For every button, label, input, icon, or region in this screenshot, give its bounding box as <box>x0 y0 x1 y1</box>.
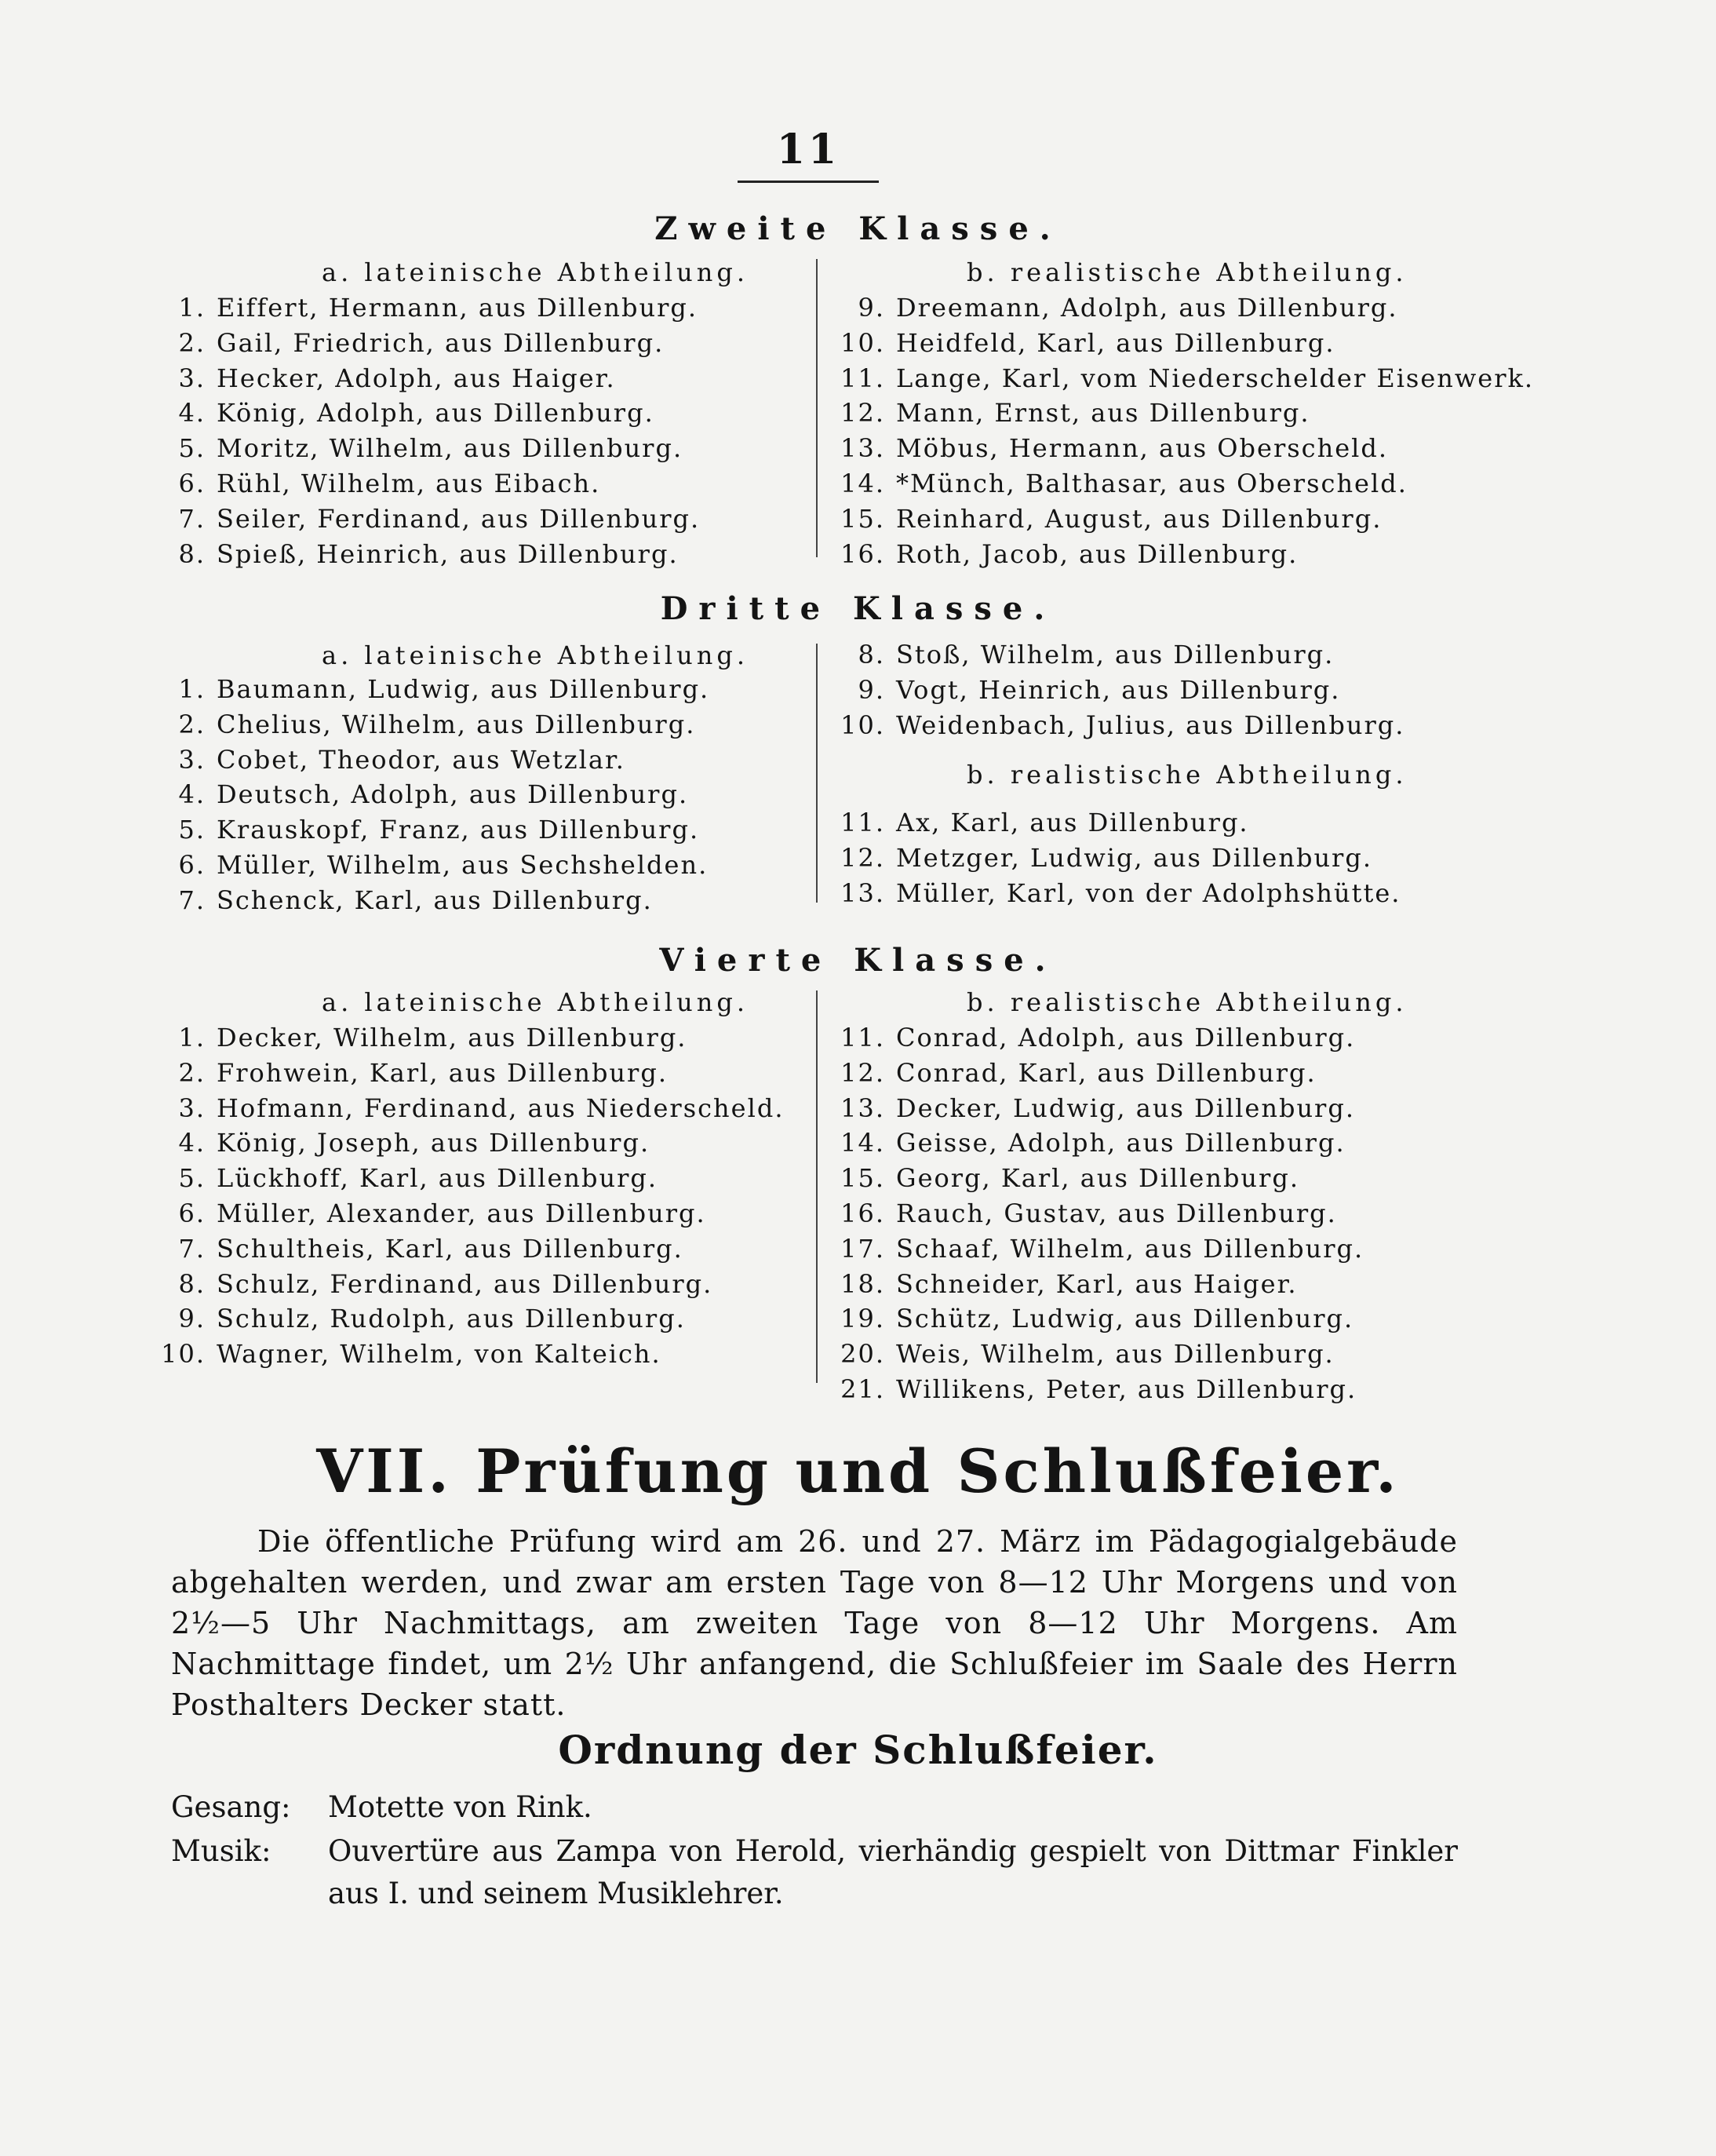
entry-number: 4. <box>178 398 206 429</box>
program-heading: Ordnung der Schlußfeier. <box>558 1727 1158 1773</box>
student-entry <box>157 1091 784 1126</box>
entry-name: Schenck, Karl, aus Dillenburg. <box>217 885 653 915</box>
student-list-dritte-lateinisch-cont <box>840 637 1404 742</box>
page-number: 11 <box>776 126 840 173</box>
entry-number: 10. <box>840 710 885 740</box>
entry-number: 8. <box>858 640 885 669</box>
entry-number: 21. <box>840 1373 885 1404</box>
entry-name: Mann, Ernst, aus Dillenburg. <box>896 398 1310 429</box>
entry-name: Cobet, Theodor, aus Wetzlar. <box>217 744 625 775</box>
entry-name: Weidenbach, Julius, aus Dillenburg. <box>896 710 1405 740</box>
student-entry <box>840 1161 1364 1196</box>
entry-name: Rauch, Gustav, aus Dillenburg. <box>896 1198 1337 1228</box>
entry-name: Spieß, Heinrich, aus Dillenburg. <box>217 538 679 569</box>
entry-name: Reinhard, August, aus Dillenburg. <box>896 503 1383 534</box>
entry-name: Geisse, Adolph, aus Dillenburg. <box>896 1128 1346 1158</box>
student-entry <box>840 1125 1364 1161</box>
entry-number: 8. <box>178 1268 206 1299</box>
column-separator <box>816 259 818 557</box>
entry-number: 15. <box>840 503 885 534</box>
student-list-zweite-lateinisch <box>157 290 700 571</box>
entry-number: 9. <box>178 1304 206 1334</box>
entry-name: Möbus, Hermann, aus Oberscheld. <box>896 433 1389 464</box>
entry-number: 2. <box>178 327 206 358</box>
header-rule <box>738 181 879 183</box>
entry-name: Conrad, Adolph, aus Dillenburg. <box>896 1023 1356 1052</box>
entry-number: 12. <box>840 398 885 429</box>
student-list-zweite-realistisch <box>840 290 1534 571</box>
student-entry <box>157 1231 784 1267</box>
entry-number: 13. <box>840 877 885 908</box>
entry-name: Krauskopf, Franz, aus Dillenburg. <box>217 815 700 845</box>
entry-name: Metzger, Ludwig, aus Dillenburg. <box>896 842 1372 873</box>
entry-number: 18. <box>840 1268 885 1299</box>
entry-name: Hecker, Adolph, aus Haiger. <box>217 363 616 393</box>
entry-name: Dreemann, Adolph, aus Dillenburg. <box>896 293 1398 323</box>
student-entry <box>840 361 1534 396</box>
student-entry <box>157 290 700 326</box>
entry-number: 14. <box>840 468 885 498</box>
program-label: Musik: <box>171 1834 271 1868</box>
entry-name: Schulz, Rudolph, aus Dillenburg. <box>217 1304 686 1334</box>
entry-number: 16. <box>840 1198 885 1228</box>
student-entry <box>840 1372 1364 1407</box>
entry-name: König, Adolph, aus Dillenburg. <box>217 398 654 429</box>
student-entry <box>840 1196 1364 1231</box>
entry-number: 20. <box>840 1339 885 1370</box>
student-entry <box>840 1301 1364 1337</box>
entry-name: Lückhoff, Karl, aus Dillenburg. <box>217 1163 658 1194</box>
entry-name: Heidfeld, Karl, aus Dillenburg. <box>896 327 1335 358</box>
section-title-zweite-klasse: Zweite Klasse. <box>654 210 1062 247</box>
entry-number: 3. <box>178 363 206 393</box>
exam-paragraph: Die öffentliche Prüfung wird am 26. und 27. März im Pädagogialgebäude abgehalten werden, und zwar am ersten Tage von 8—12 Uhr Morgens und von 2½—5 Uhr Nachmittags, am zweiten Tage von 8—12 Uhr Morgens. Am Nachmittage findet, um 2½ Uhr anfangend, die Schlußfeier im Saale des Herrn Posthalters Decker statt. <box>171 1524 1458 1722</box>
student-entry <box>157 707 709 742</box>
student-entry <box>840 708 1404 743</box>
column-separator <box>816 644 818 903</box>
entry-number: 7. <box>178 885 206 915</box>
entry-name: König, Joseph, aus Dillenburg. <box>217 1128 650 1158</box>
entry-number: 3. <box>178 744 206 775</box>
entry-number: 4. <box>178 779 206 810</box>
entry-name: Ax, Karl, aus Dillenburg. <box>896 808 1249 837</box>
student-entry <box>840 841 1401 876</box>
student-entry <box>840 431 1534 466</box>
student-entry <box>840 1020 1364 1056</box>
student-entry <box>840 876 1401 911</box>
student-entry <box>157 883 709 918</box>
student-entry <box>157 361 700 396</box>
student-entry <box>840 1337 1364 1372</box>
entry-name: Müller, Alexander, aus Dillenburg. <box>217 1198 706 1228</box>
entry-name: Schultheis, Karl, aus Dillenburg. <box>217 1233 683 1264</box>
entry-name: Müller, Wilhelm, aus Sechshelden. <box>217 849 709 880</box>
student-entry <box>840 290 1534 326</box>
entry-number: 16. <box>840 538 885 569</box>
student-entry <box>157 777 709 812</box>
entry-number: 12. <box>840 1057 885 1088</box>
entry-name: Schaaf, Wilhelm, aus Dillenburg. <box>896 1233 1364 1264</box>
student-entry <box>157 431 700 466</box>
student-entry <box>157 1267 784 1302</box>
column-head-lateinisch: a. lateinische Abtheilung. <box>322 987 749 1017</box>
entry-number: 11. <box>840 808 885 837</box>
entry-number: 6. <box>178 849 206 880</box>
section-title-vierte-klasse: Vierte Klasse. <box>659 942 1057 979</box>
student-entry <box>840 1056 1364 1091</box>
entry-number: 13. <box>840 1093 885 1123</box>
entry-number: 10. <box>161 1339 206 1370</box>
student-entry <box>157 1125 784 1161</box>
entry-name: Wagner, Wilhelm, von Kalteich. <box>217 1339 661 1370</box>
column-head-realistisch: b. realistische Abtheilung. <box>967 987 1408 1017</box>
entry-number: 6. <box>178 468 206 498</box>
entry-number: 1. <box>178 674 206 704</box>
entry-name: Moritz, Wilhelm, aus Dillenburg. <box>217 433 683 464</box>
entry-number: 17. <box>840 1233 885 1264</box>
entry-number: 5. <box>178 1163 206 1194</box>
entry-name: Chelius, Wilhelm, aus Dillenburg. <box>217 709 696 739</box>
student-entry <box>157 1161 784 1196</box>
entry-name: Willikens, Peter, aus Dillenburg. <box>896 1373 1357 1404</box>
entry-name: Schütz, Ludwig, aus Dillenburg. <box>896 1304 1354 1334</box>
entry-name: Vogt, Heinrich, aus Dillenburg. <box>896 674 1341 705</box>
entry-number: 7. <box>178 503 206 534</box>
student-entry <box>157 742 709 778</box>
student-entry <box>157 812 709 848</box>
program-label: Gesang: <box>171 1790 291 1824</box>
student-entry <box>840 637 1404 673</box>
entry-number: 1. <box>178 1023 206 1052</box>
entry-name: Roth, Jacob, aus Dillenburg. <box>896 538 1299 569</box>
student-entry <box>840 466 1534 502</box>
entry-number: 9. <box>858 674 885 705</box>
column-separator <box>816 990 818 1383</box>
entry-number: 7. <box>178 1233 206 1264</box>
entry-number: 5. <box>178 815 206 845</box>
column-head-realistisch: b. realistische Abtheilung. <box>967 257 1408 287</box>
entry-name: Rühl, Wilhelm, aus Eibach. <box>217 468 601 498</box>
entry-name: Baumann, Ludwig, aus Dillenburg. <box>217 674 710 704</box>
student-entry <box>840 537 1534 572</box>
student-entry <box>840 805 1401 841</box>
entry-number: 10. <box>840 327 885 358</box>
entry-name: Lange, Karl, vom Niederschelder Eisenwerk. <box>896 363 1535 393</box>
student-entry <box>840 326 1534 361</box>
section-heading-pruefung: VII. Prüfung und Schlußfeier. <box>316 1436 1400 1506</box>
entry-number: 8. <box>178 538 206 569</box>
student-list-dritte-realistisch <box>840 805 1401 910</box>
entry-number: 14. <box>840 1128 885 1158</box>
student-entry <box>157 672 709 707</box>
student-entry <box>157 396 700 431</box>
entry-number: 5. <box>178 433 206 464</box>
entry-number: 11. <box>840 1023 885 1052</box>
student-entry <box>157 1196 784 1231</box>
student-entry <box>157 1301 784 1337</box>
column-head-realistisch: b. realistische Abtheilung. <box>967 760 1408 790</box>
entry-number: 15. <box>840 1163 885 1194</box>
column-head-lateinisch: a. lateinische Abtheilung. <box>322 257 749 287</box>
entry-number: 6. <box>178 1198 206 1228</box>
student-entry <box>840 673 1404 708</box>
entry-name: Conrad, Karl, aus Dillenburg. <box>896 1057 1317 1088</box>
entry-name: Schneider, Karl, aus Haiger. <box>896 1268 1298 1299</box>
student-entry <box>157 466 700 502</box>
section-title-dritte-klasse: Dritte Klasse. <box>660 590 1056 627</box>
student-entry <box>840 1267 1364 1302</box>
entry-name: Frohwein, Karl, aus Dillenburg. <box>217 1057 668 1088</box>
student-entry <box>840 1091 1364 1126</box>
entry-name: Deutsch, Adolph, aus Dillenburg. <box>217 779 689 810</box>
student-entry <box>157 502 700 537</box>
program-text: Ouvertüre aus Zampa von Herold, vierhändig gespielt von Dittmar Finkler aus I. und seinem Musiklehrer. <box>328 1834 1458 1910</box>
student-entry <box>157 848 709 883</box>
student-entry <box>840 502 1534 537</box>
student-entry <box>157 326 700 361</box>
entry-name: Georg, Karl, aus Dillenburg. <box>896 1163 1299 1194</box>
entry-name: Eiffert, Hermann, aus Dillenburg. <box>217 293 698 323</box>
entry-number: 13. <box>840 433 885 464</box>
entry-number: 19. <box>840 1304 885 1334</box>
program-text: Motette von Rink. <box>328 1790 592 1824</box>
column-head-lateinisch: a. lateinische Abtheilung. <box>322 640 749 670</box>
entry-name: Stoß, Wilhelm, aus Dillenburg. <box>896 640 1335 669</box>
student-entry <box>157 1020 784 1056</box>
entry-name: Decker, Ludwig, aus Dillenburg. <box>896 1093 1355 1123</box>
student-entry <box>157 1056 784 1091</box>
entry-name: Seiler, Ferdinand, aus Dillenburg. <box>217 503 701 534</box>
student-entry <box>840 396 1534 431</box>
student-entry <box>157 537 700 572</box>
entry-number: 11. <box>840 363 885 393</box>
student-entry <box>157 1337 784 1372</box>
student-entry <box>840 1231 1364 1267</box>
entry-number: 3. <box>178 1093 206 1123</box>
entry-number: 2. <box>178 1057 206 1088</box>
entry-number: 4. <box>178 1128 206 1158</box>
student-list-dritte-lateinisch <box>157 672 709 918</box>
entry-name: Gail, Friedrich, aus Dillenburg. <box>217 327 665 358</box>
entry-name: Hofmann, Ferdinand, aus Niederscheld. <box>217 1093 785 1123</box>
entry-name: Müller, Karl, von der Adolphshütte. <box>896 877 1401 908</box>
student-list-vierte-realistisch <box>840 1020 1364 1407</box>
entry-name: Decker, Wilhelm, aus Dillenburg. <box>217 1023 687 1052</box>
entry-number: 1. <box>178 293 206 323</box>
entry-name: Weis, Wilhelm, aus Dillenburg. <box>896 1339 1335 1370</box>
entry-number: 2. <box>178 709 206 739</box>
entry-name: *Münch, Balthasar, aus Oberscheld. <box>896 468 1408 498</box>
entry-name: Schulz, Ferdinand, aus Dillenburg. <box>217 1268 713 1299</box>
entry-number: 9. <box>858 293 885 323</box>
student-list-vierte-lateinisch <box>157 1020 784 1372</box>
entry-number: 12. <box>840 842 885 873</box>
